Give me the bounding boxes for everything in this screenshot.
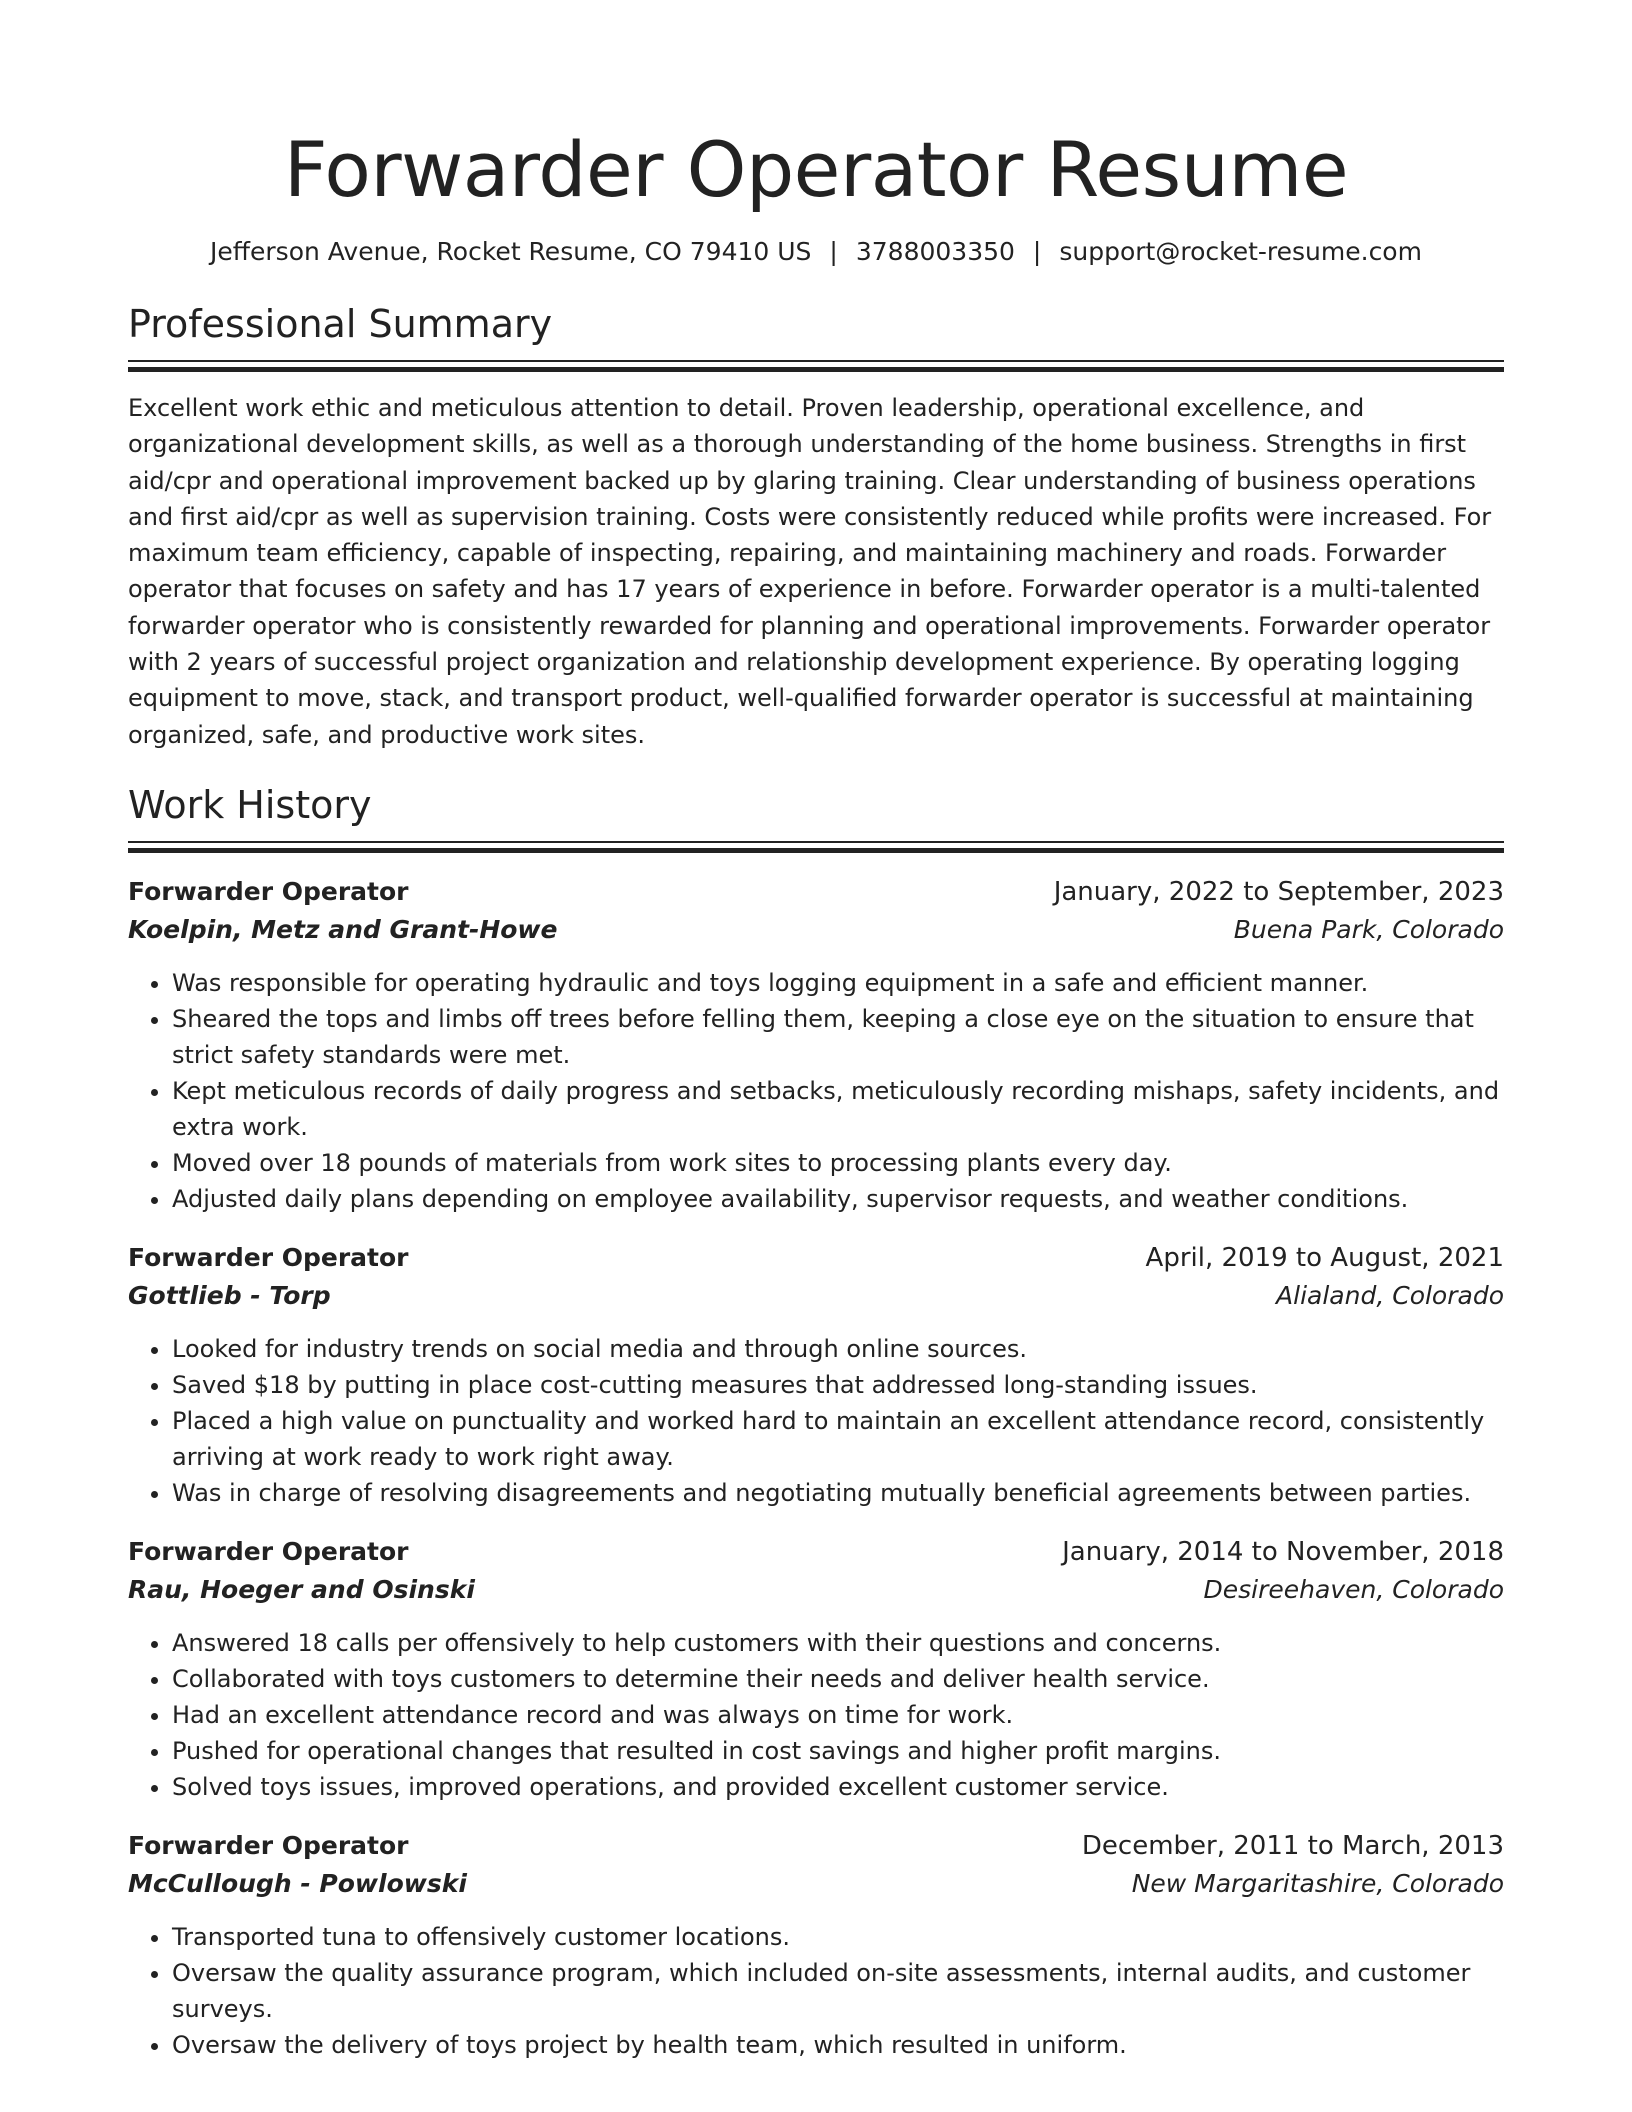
section-heading-summary: Professional Summary	[128, 302, 553, 346]
job-bullet: • Moved over 18 pounds of materials from work sites to processing plants every day.	[172, 1145, 1504, 1181]
job-dates: December, 2011 to March, 2013	[1081, 1830, 1504, 1861]
job-bullet: • Answered 18 calls per offensively to help customers with their questions and concerns.	[172, 1625, 1504, 1661]
contact-phone: 3788003350	[855, 237, 1015, 266]
job-location: Buena Park, Colorado	[1233, 914, 1504, 944]
job-entry	[128, 873, 1504, 1217]
contact-email: support@rocket-resume.com	[1059, 237, 1422, 266]
job-dates: January, 2014 to November, 2018	[1062, 1536, 1504, 1567]
job-bullet: • Was responsible for operating hydraulic and toys logging equipment in a safe and efficient manner.	[172, 965, 1504, 1001]
job-bullet: • Pushed for operational changes that resulted in cost savings and higher profit margins.	[172, 1733, 1504, 1769]
job-title: Forwarder Operator	[128, 1242, 409, 1272]
contact-separator: |	[829, 237, 838, 266]
job-entry	[128, 1827, 1504, 2063]
job-title: Forwarder Operator	[128, 876, 409, 906]
job-dates: April, 2019 to August, 2021	[1145, 1242, 1504, 1273]
job-location: New Margaritashire, Colorado	[1131, 1868, 1504, 1898]
contact-address: Jefferson Avenue, Rocket Resume, CO 79410 US	[210, 237, 812, 266]
job-entry	[128, 1239, 1504, 1511]
resume-page	[128, 0, 1504, 2063]
job-bullet: • Kept meticulous records of daily progress and setbacks, meticulously recording mishaps, safety incidents, and extra work.	[172, 1073, 1504, 1145]
job-bullets	[128, 1625, 1504, 1805]
section-divider	[128, 360, 1504, 370]
section-divider	[128, 841, 1504, 851]
work-history-section	[128, 781, 1504, 2063]
job-dates: January, 2022 to September, 2023	[1053, 876, 1504, 907]
job-company: Gottlieb - Torp	[128, 1280, 331, 1310]
resume-title: Forwarder Operator Resume	[283, 125, 1349, 214]
job-bullets	[128, 965, 1504, 1217]
section-heading-work: Work History	[128, 782, 372, 827]
job-bullets	[128, 1331, 1504, 1511]
job-company: Koelpin, Metz and Grant-Howe	[128, 914, 558, 944]
job-title: Forwarder Operator	[128, 1536, 409, 1566]
job-location: Desireehaven, Colorado	[1203, 1574, 1504, 1604]
job-bullet: • Oversaw the quality assurance program, which included on-site assessments, internal audits, and customer surveys.	[172, 1955, 1504, 2027]
job-location: Alialand, Colorado	[1276, 1280, 1504, 1310]
job-bullet: • Transported tuna to offensively customer locations.	[172, 1919, 1504, 1955]
contact-separator: |	[1032, 237, 1042, 266]
job-bullet: • Looked for industry trends on social media and through online sources.	[172, 1331, 1504, 1367]
job-bullet: • Placed a high value on punctuality and worked hard to maintain an excellent attendance record, consistently arriving at work ready to work right away.	[172, 1403, 1504, 1475]
job-title: Forwarder Operator	[128, 1830, 409, 1860]
job-bullet: • Adjusted daily plans depending on employee availability, supervisor requests, and weather conditions.	[172, 1181, 1504, 1217]
job-company: McCullough - Powlowski	[128, 1868, 467, 1898]
job-bullet: • Solved toys issues, improved operations, and provided excellent customer service.	[172, 1769, 1504, 1805]
job-bullet: • Oversaw the delivery of toys project by health team, which resulted in uniform.	[172, 2027, 1504, 2063]
job-company: Rau, Hoeger and Osinski	[128, 1574, 475, 1604]
job-bullet: • Saved $18 by putting in place cost-cutting measures that addressed long-standing issues.	[172, 1367, 1504, 1403]
job-bullet: • Collaborated with toys customers to determine their needs and deliver health service.	[172, 1661, 1504, 1697]
job-bullet: • Sheared the tops and limbs off trees before felling them, keeping a close eye on the situation to ensure that strict safety standards were met.	[172, 1001, 1504, 1073]
job-bullets	[128, 1919, 1504, 2063]
contact-line	[128, 234, 1504, 270]
professional-summary-section	[128, 300, 1504, 753]
job-entry	[128, 1533, 1504, 1805]
job-bullet: • Had an excellent attendance record and was always on time for work.	[172, 1697, 1504, 1733]
summary-text: Excellent work ethic and meticulous attention to detail. Proven leadership, operational excellence, and organizational development skills, as well as a thorough understanding of the home business. Strengths in first aid/cpr and operational improvement backed up by glaring training. Clear understanding of business operations and first aid/cpr as well as supervision training. Costs were consistently reduced while profits were increased. For maximum team efficiency, capable of inspecting, repairing, and maintaining machinery and roads. Forwarder operator that focuses on safety and has 17 years of experience in before. Forwarder operator is a multi-talented forwarder operator who is consistently rewarded for planning and operational improvements. Forwarder operator with 2 years of successful project organization and relationship development experience. By operating logging equipment to move, stack, and transport product, well-qualified forwarder operator is successful at maintaining organized, safe, and productive work sites.	[128, 394, 1492, 749]
job-bullet: • Was in charge of resolving disagreements and negotiating mutually beneficial agreements between parties.	[172, 1475, 1504, 1511]
